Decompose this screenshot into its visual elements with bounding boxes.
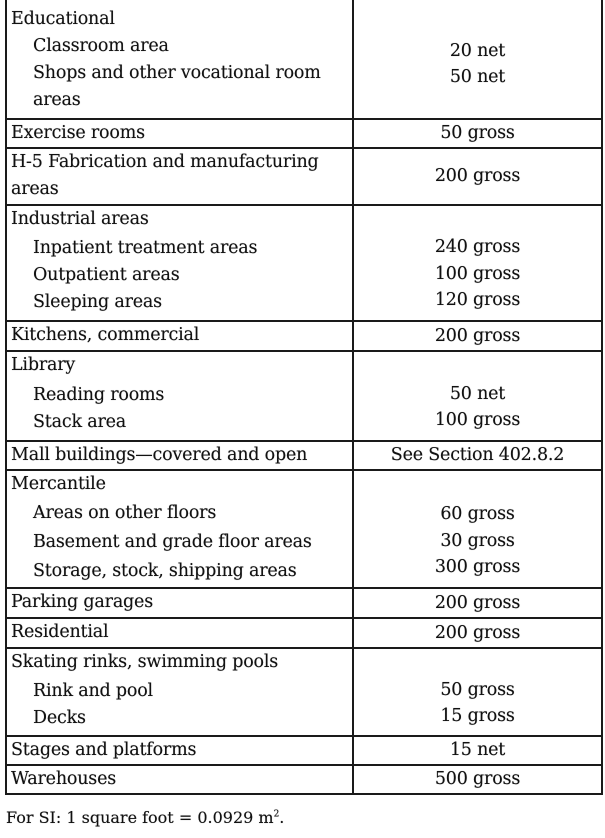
sub-function-label: Inpatient treatment areas [33,238,258,258]
table-row [6,736,602,765]
footnote-suffix: . [279,808,285,827]
load-factor-cell [353,588,602,618]
load-factor-cell [353,470,602,588]
load-factor-value: 50 gross [440,679,515,700]
load-factor-value: 200 gross [434,325,521,346]
function-label: Parking garages [11,592,153,612]
load-factor-value: 20 net [449,40,506,61]
load-factor-cell [353,441,602,470]
footnote-text: For SI: 1 square foot = 0.0929 m [6,808,274,827]
sub-function-label: Reading rooms [33,385,165,405]
table-row [6,588,602,618]
table-row [6,0,602,119]
function-cell [6,470,353,588]
load-factor-cell [353,765,602,794]
function-label: H-5 Fabrication and manufacturing areas [11,152,319,199]
si-conversion-footnote [6,808,284,827]
sub-function-label: Areas on other floors [33,503,217,523]
function-label: Skating rinks, swimming pools [11,652,279,672]
sub-function-label: Sleeping areas [33,292,162,312]
function-label: Warehouses [11,769,117,789]
function-cell [6,205,353,321]
function-label: Industrial areas [11,209,149,229]
sub-function-label: Shops and other vocational room areas [33,63,321,110]
sub-function-label: Stack area [33,412,127,432]
function-cell [6,736,353,765]
load-factor-value: 200 gross [434,622,521,643]
table-row [6,205,602,321]
function-label: Mall buildings—covered and open [11,445,308,465]
load-factor-value: 100 gross [434,263,521,284]
function-cell [6,119,353,148]
function-cell [6,148,353,205]
function-cell [6,648,353,736]
sub-function-label: Outpatient areas [33,265,180,285]
load-factor-cell [353,351,602,441]
load-factor-value: 200 gross [434,592,521,613]
function-cell [6,618,353,648]
table-row [6,321,602,351]
function-cell [6,321,353,351]
sub-function-label: Basement and grade floor areas [33,532,312,552]
load-factor-value: 15 gross [440,706,515,726]
table-row [6,148,602,205]
load-factor-cell [353,119,602,148]
table-row [6,470,602,588]
function-cell [6,765,353,794]
load-factor-value: 50 gross [440,123,515,144]
load-factor-value: 15 net [449,740,506,761]
function-label: Exercise rooms [11,123,145,143]
load-factor-value: 200 gross [434,166,521,187]
table-row [6,119,602,148]
footnote-superscript: 2 [273,809,280,820]
function-label: Mercantile [11,474,106,494]
load-factor-value: See Section 402.8.2 [390,445,565,466]
load-factor-cell [353,148,602,205]
sub-function-label: Rink and pool [33,681,153,701]
table-row [6,618,602,648]
function-label: Library [11,355,76,375]
sub-function-label: Decks [33,708,86,728]
function-label: Kitchens, commercial [11,325,200,345]
sub-function-label: Classroom area [33,36,169,56]
sub-function-label: Storage, stock, shipping areas [33,561,297,581]
occupant-load-table [5,0,601,795]
function-label: Stages and platforms [11,740,197,760]
load-factor-value: 500 gross [434,769,521,790]
table-row [6,765,602,794]
table-row [6,441,602,470]
load-factor-cell [353,618,602,648]
load-factor-value: 120 gross [434,290,521,311]
load-factor-cell [353,0,602,119]
function-cell [6,0,353,119]
table-row [6,648,602,736]
function-cell [6,588,353,618]
load-factor-value: 50 net [449,383,506,404]
load-factor-value: 30 gross [440,530,515,551]
function-label: Residential [11,622,109,642]
load-factor-value: 300 gross [434,557,521,578]
load-factor-cell [353,205,602,321]
load-factor-cell [353,321,602,351]
function-cell [6,351,353,441]
table-row [6,351,602,441]
load-factor-value: 50 net [449,67,506,87]
occupant-load-grid [5,0,603,795]
load-factor-value: 240 gross [434,237,521,258]
load-factor-value: 60 gross [440,504,515,525]
load-factor-cell [353,648,602,736]
function-cell [6,441,353,470]
load-factor-cell [353,736,602,765]
function-label: Educational [11,9,115,29]
load-factor-value: 100 gross [434,410,521,430]
